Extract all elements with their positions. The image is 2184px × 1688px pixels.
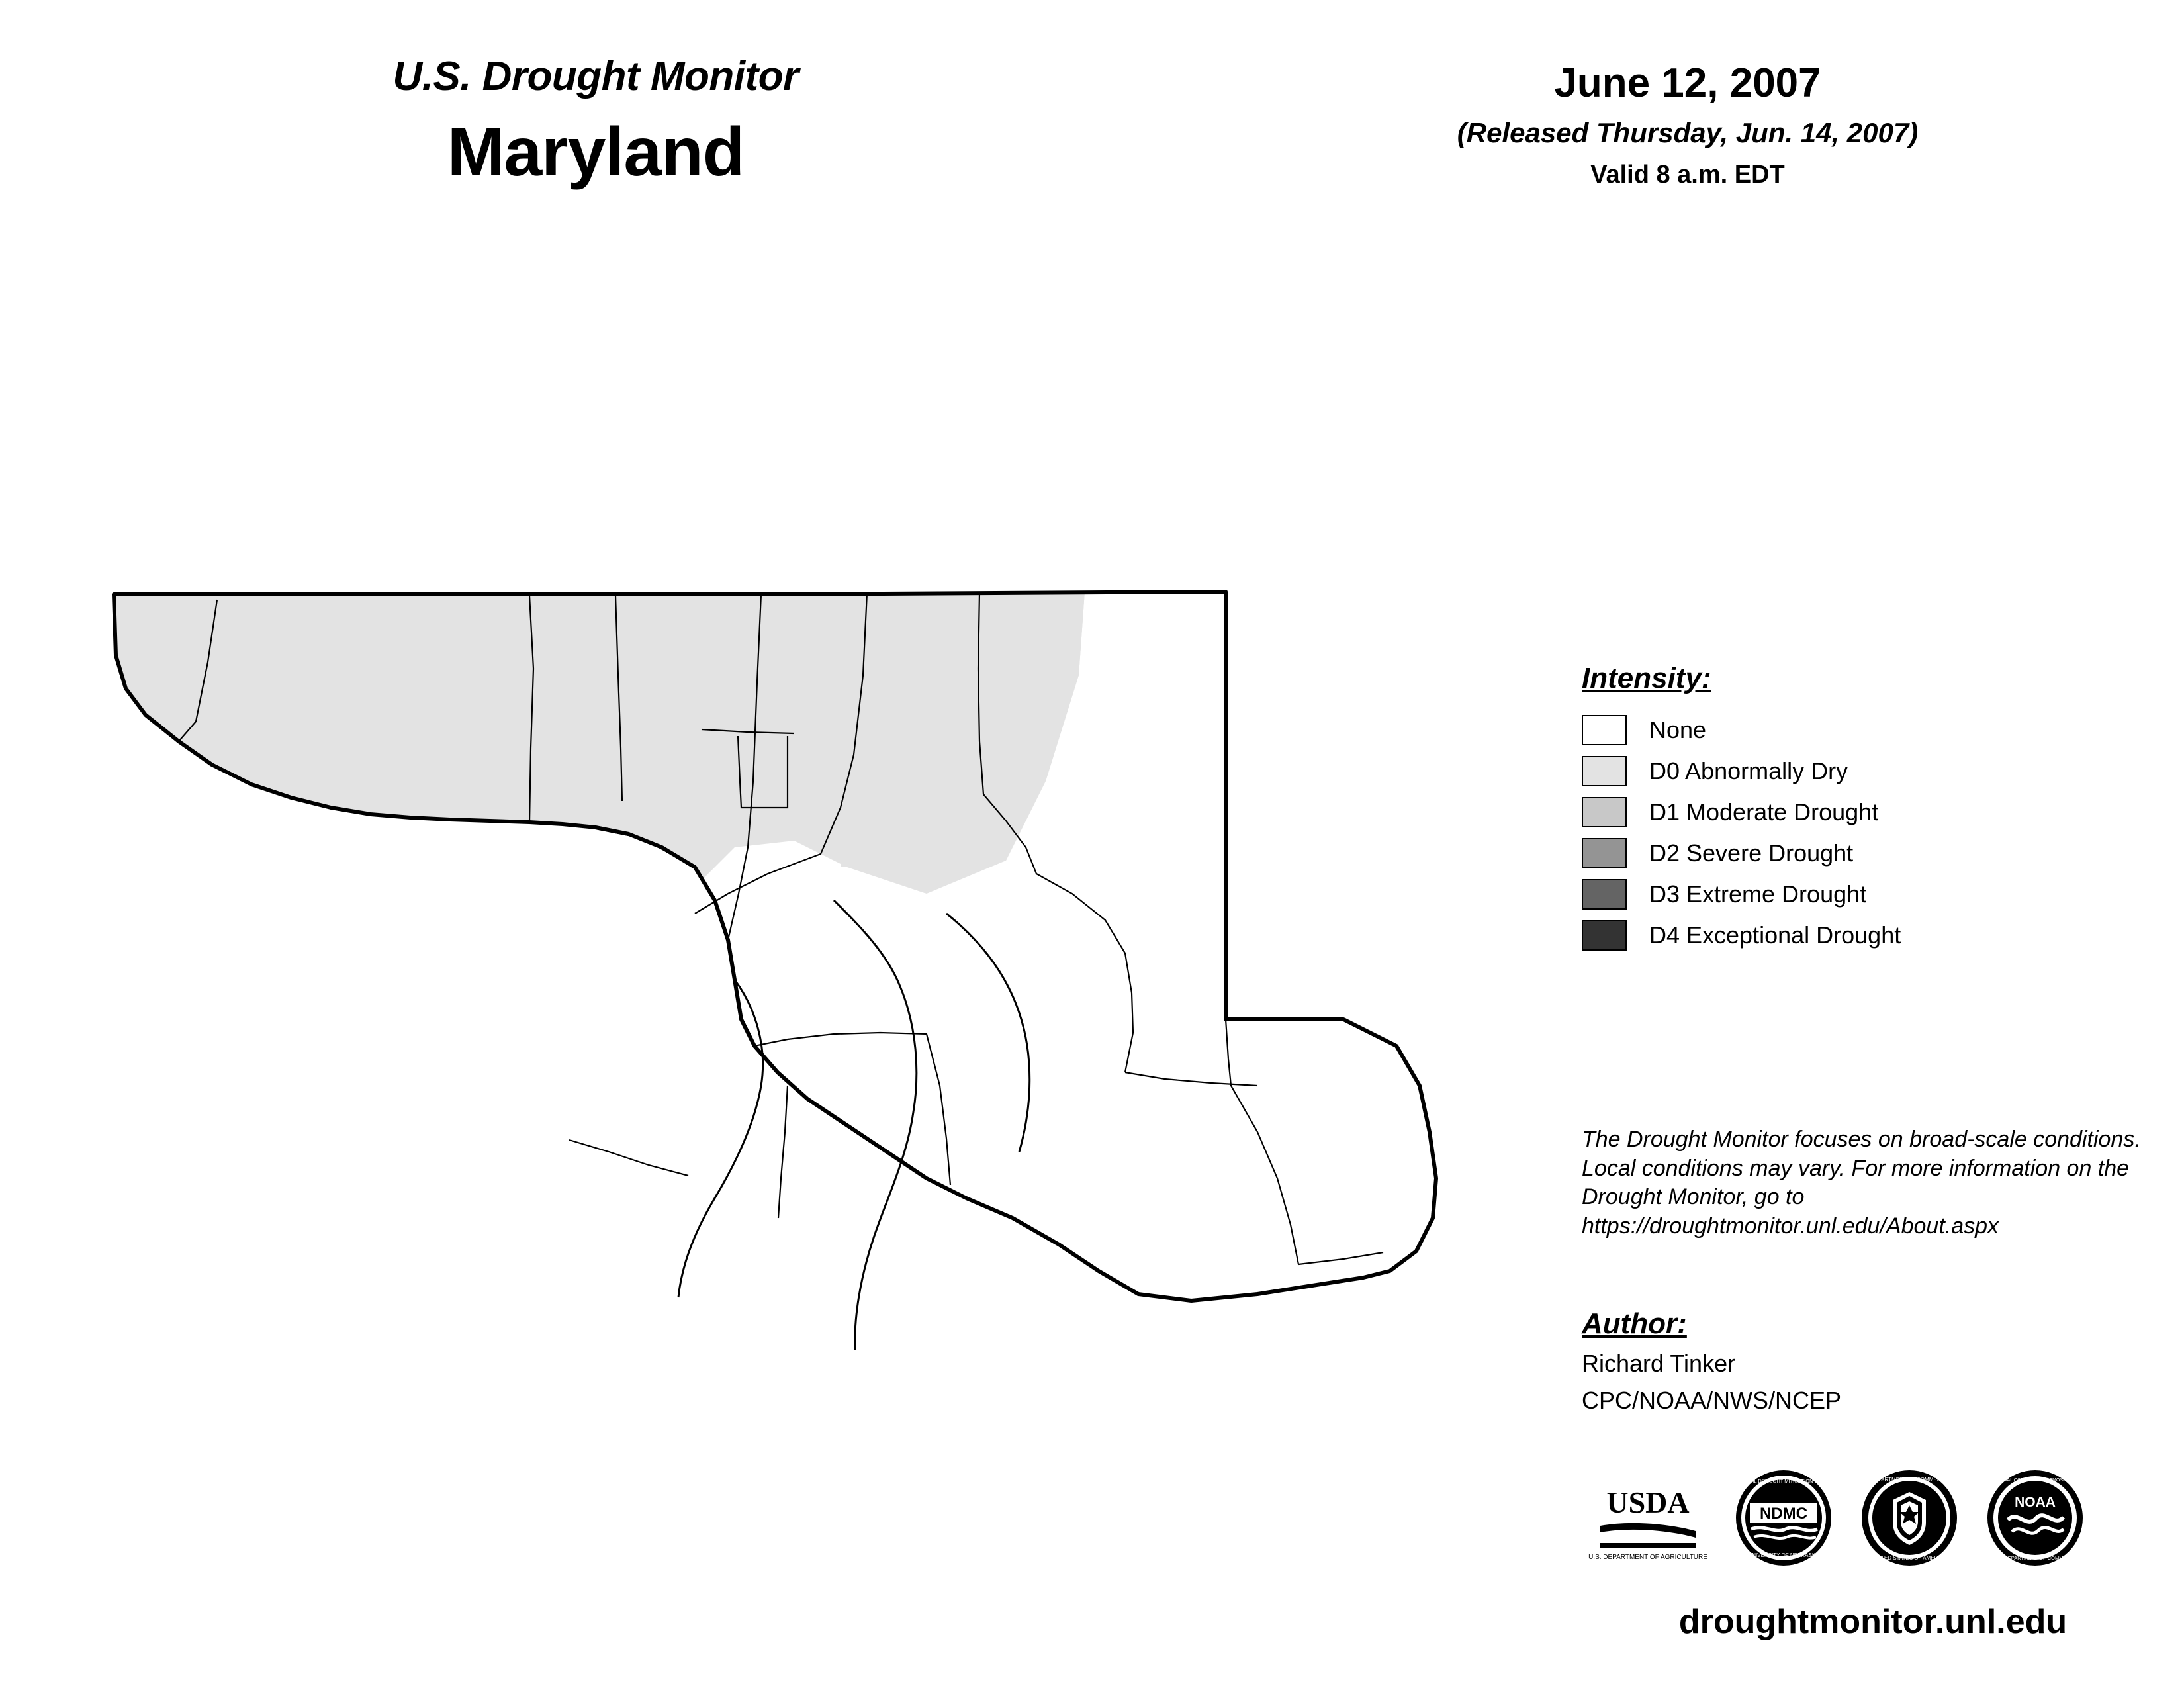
legend-label-d4: D4 Exceptional Drought — [1649, 921, 1901, 949]
usda-logo — [1588, 1472, 1707, 1568]
svg-text:NDMC: NDMC — [1760, 1504, 1807, 1523]
valid-date: June 12, 2007 — [1554, 60, 1821, 106]
legend-swatch-d4 — [1582, 920, 1627, 951]
legend-swatch-d2 — [1582, 838, 1627, 868]
state-title: Maryland — [447, 114, 745, 191]
legend-item-none — [1582, 710, 2158, 751]
legend-item-d0 — [1582, 751, 2158, 792]
agency-logos — [1588, 1460, 2144, 1579]
legend-label-d2: D2 Severe Drought — [1649, 839, 1854, 867]
svg-text:NOAA: NOAA — [2015, 1494, 2056, 1510]
valid-time: Valid 8 a.m. EDT — [1590, 161, 1785, 189]
svg-text:UNITED STATES OF AMERICA: UNITED STATES OF AMERICA — [1872, 1554, 1947, 1561]
legend-title: Intensity: — [1582, 662, 1711, 694]
legend-item-d2 — [1582, 833, 2158, 874]
legend-item-d3 — [1582, 874, 2158, 915]
legend-label-d1: D1 Moderate Drought — [1649, 798, 1879, 825]
author-block — [1582, 1307, 2111, 1415]
ndmc-logo — [1734, 1468, 1833, 1571]
maryland-drought-map — [66, 583, 1509, 1390]
date-block — [1390, 60, 1985, 189]
author-name: Richard Tinker — [1582, 1350, 1736, 1377]
released-date: (Released Thursday, Jun. 14, 2007) — [1457, 117, 1919, 148]
legend-swatch-none — [1582, 715, 1627, 745]
title-block — [199, 53, 993, 192]
author-affiliation: CPC/NOAA/NWS/NCEP — [1582, 1387, 1842, 1414]
usdc-logo — [1860, 1468, 1959, 1571]
svg-text:USDA: USDA — [1606, 1485, 1690, 1519]
legend — [1582, 662, 2158, 956]
legend-item-d1 — [1582, 792, 2158, 833]
svg-text:U.S. DEPARTMENT OF AGRICULTURE: U.S. DEPARTMENT OF AGRICULTURE — [1588, 1553, 1707, 1561]
disclaimer-text: The Drought Monitor focuses on broad-scale conditions. Local conditions may vary. For more information on the Drought Monitor, go to https://droughtmonitor.unl.edu/About.aspx — [1582, 1127, 2141, 1239]
footer-url[interactable]: droughtmonitor.unl.edu — [1678, 1603, 2068, 1641]
svg-text:DEPARTMENT OF COMMERCE: DEPARTMENT OF COMMERCE — [1870, 1476, 1948, 1483]
legend-label-d0: D0 Abnormally Dry — [1649, 757, 1848, 784]
legend-label-none: None — [1649, 716, 1707, 743]
legend-swatch-d1 — [1582, 797, 1627, 827]
noaa-logo — [1985, 1468, 2085, 1571]
svg-text:NATIONAL OCEANIC AND ATMOSPHER: NATIONAL OCEANIC AND ATMOSPHERIC — [1989, 1477, 2081, 1483]
program-title: U.S. Drought Monitor — [392, 54, 799, 99]
svg-text:UNIVERSITY OF NEBRASKA: UNIVERSITY OF NEBRASKA — [1748, 1552, 1819, 1558]
legend-swatch-d3 — [1582, 879, 1627, 910]
legend-item-d4 — [1582, 915, 2158, 956]
legend-swatch-d0 — [1582, 756, 1627, 786]
author-title: Author: — [1582, 1307, 1687, 1340]
legend-label-d3: D3 Extreme Drought — [1649, 880, 1867, 908]
svg-text:NATIONAL DROUGHT MITIGATION CE: NATIONAL DROUGHT MITIGATION CENTER — [1734, 1477, 1833, 1484]
svg-text:U.S. DEPARTMENT OF COMMERCE: U.S. DEPARTMENT OF COMMERCE — [1993, 1554, 2077, 1561]
